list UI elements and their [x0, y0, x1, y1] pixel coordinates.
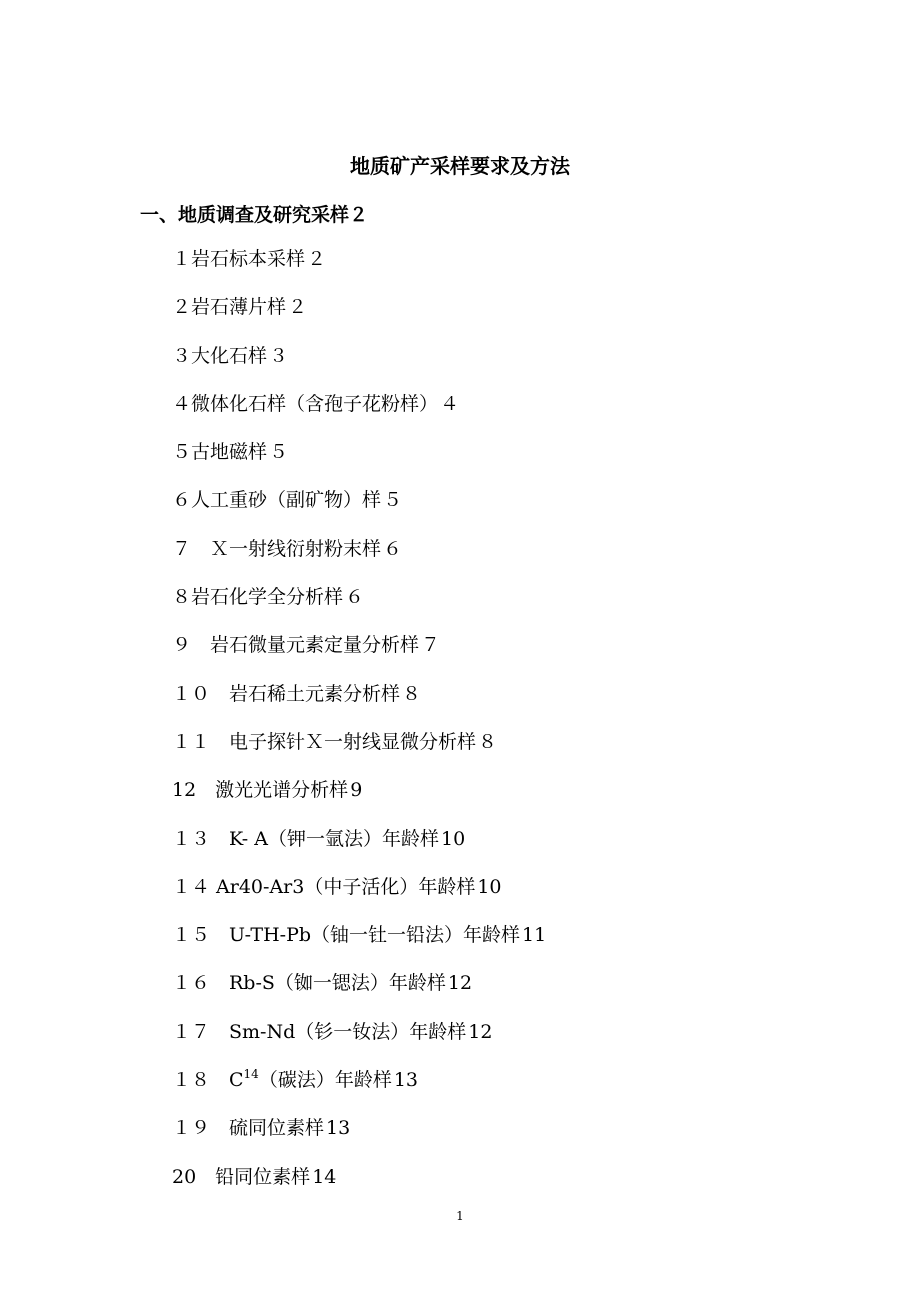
toc-item-text: ７ Ｘ一射线衍射粉末样 [172, 537, 382, 560]
toc-item[interactable] [172, 874, 546, 922]
toc-item-page: ６ [383, 537, 403, 560]
toc-item[interactable] [172, 681, 546, 729]
toc-item-page: ６ [345, 586, 365, 609]
toc-item-text: 20 铅同位素样 [172, 1165, 311, 1188]
toc-item-page: 9 [350, 779, 363, 802]
toc-item[interactable] [172, 487, 546, 535]
toc-item-text: ４微体化石样（含孢子花粉样） [172, 392, 439, 415]
page-number: 1 [456, 1209, 464, 1223]
toc-item-text: ５古地磁样 [172, 441, 268, 464]
toc-item-text: ２岩石薄片样 [172, 296, 287, 319]
toc-item-superscript: 14 [243, 1067, 259, 1082]
toc-item-text: １７ Sm-Nd（钐一钕法）年龄样 [172, 1020, 467, 1043]
toc-item-text: ８岩石化学全分析样 [172, 586, 344, 609]
toc-item-page: ５ [383, 489, 403, 512]
toc-item[interactable] [172, 1067, 546, 1115]
toc-item[interactable] [172, 826, 546, 874]
toc-item-page: ８ [478, 730, 498, 753]
toc-item[interactable] [172, 632, 546, 680]
toc-item[interactable] [172, 439, 546, 487]
toc-item-text: 12 激光光谱分析样 [172, 779, 349, 802]
toc-item-page: ７ [421, 634, 441, 657]
toc-item[interactable] [172, 246, 546, 294]
toc-item-text: １岩石标本采样 [172, 248, 306, 270]
toc-item-text: １４ Ar40-Ar3（中子活化）年龄样 [172, 875, 476, 898]
toc-item-page: ３ [269, 344, 289, 367]
toc-item-page: 12 [468, 1020, 493, 1043]
toc-item[interactable] [172, 294, 546, 342]
toc-item-page: 10 [477, 875, 502, 898]
toc-item-page: ８ [402, 682, 422, 705]
toc-item-page: 13 [326, 1117, 351, 1140]
toc-item-text: １３ K- A（钾一氩法）年龄样 [172, 827, 439, 850]
toc-item-text-pre: １８ C [172, 1069, 244, 1092]
toc-item[interactable] [172, 1115, 546, 1163]
toc-item-text: ３大化石样 [172, 344, 268, 367]
toc-item-page: ４ [440, 392, 460, 415]
toc-item[interactable] [172, 343, 546, 391]
toc-item-text: １０ 岩石稀土元素分析样 [172, 682, 401, 705]
table-of-contents [172, 246, 546, 1212]
toc-item-text: ６人工重砂（副矿物）样 [172, 489, 382, 512]
toc-item-page: ５ [269, 441, 289, 464]
toc-item-page: 10 [441, 827, 466, 850]
toc-item[interactable] [172, 391, 546, 439]
toc-item-page: 11 [522, 924, 547, 947]
toc-item[interactable] [172, 536, 546, 584]
toc-item-text: １９ 硫同位素样 [172, 1117, 325, 1140]
toc-item-text: １１ 电子探针Ｘ一射线显微分析样 [172, 730, 477, 753]
toc-item-page: 14 [312, 1165, 337, 1188]
toc-item-text: １６ Rb-S（铷一锶法）年龄样 [172, 972, 446, 995]
document-title: 地质矿产采样要求及方法 [350, 154, 570, 178]
toc-item[interactable] [172, 1164, 546, 1212]
toc-item[interactable] [172, 584, 546, 632]
toc-item-page: 13 [393, 1069, 419, 1092]
toc-item[interactable] [172, 729, 546, 777]
toc-item-page: 12 [447, 972, 473, 995]
toc-item-page: ２ [307, 248, 327, 270]
toc-item[interactable] [172, 777, 546, 825]
toc-item-text: １５ U-TH-Pb（铀一钍一铅法）年龄样 [172, 924, 521, 947]
toc-item[interactable] [172, 1019, 546, 1067]
section-heading: 一、地质调查及研究采样２ [140, 204, 369, 226]
toc-item-text: ９ 岩石微量元素定量分析样 [172, 634, 420, 657]
toc-item[interactable] [172, 970, 546, 1018]
toc-item-text-post: （碳法）年龄样 [258, 1069, 392, 1092]
toc-item-page: ２ [288, 296, 308, 319]
toc-item[interactable] [172, 922, 546, 970]
